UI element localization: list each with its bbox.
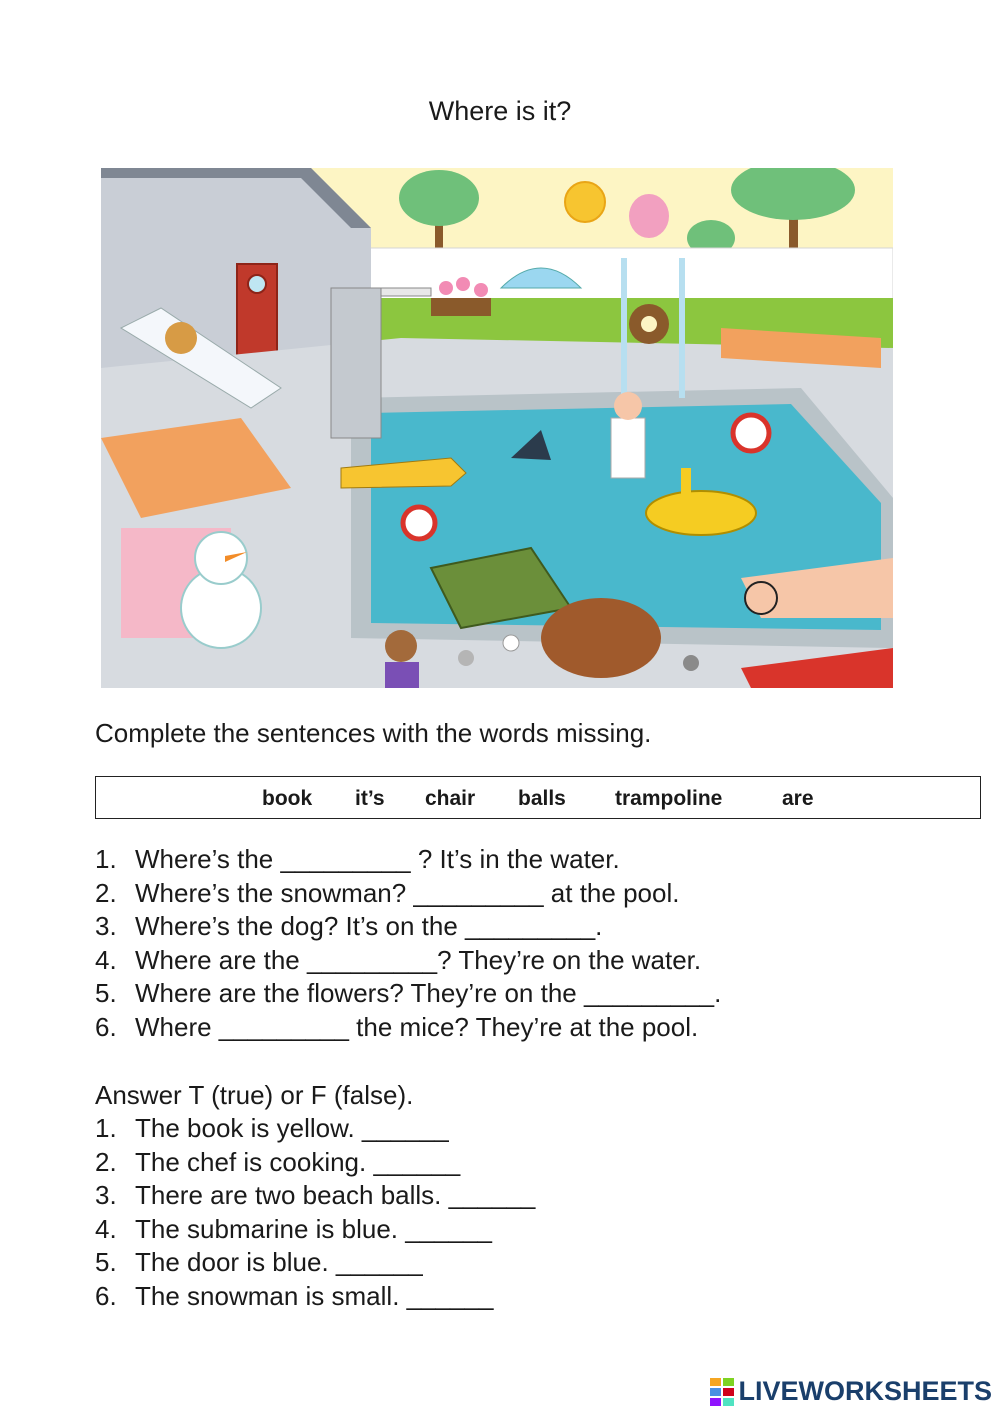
sentence-text[interactable]: Where _________ the mice? They’re at the pool. — [135, 1011, 699, 1042]
tf-text[interactable]: The chef is cooking. ______ — [135, 1146, 461, 1177]
tf-item: 6. The snowman is small. ______ — [95, 1280, 494, 1311]
tf-item: 3. There are two beach balls. ______ — [95, 1180, 536, 1211]
pool-scene-illustration — [101, 168, 893, 688]
tf-item: 5. The door is blue. ______ — [95, 1247, 423, 1278]
tf-text[interactable]: The submarine is blue. ______ — [135, 1213, 493, 1244]
word-bank-item: chair — [425, 787, 476, 810]
sentence-text[interactable]: Where’s the dog? It’s on the _________. — [135, 911, 603, 942]
sentence-item: 6. Where _________ the mice? They’re at the pool. — [95, 1011, 699, 1042]
sentence-item: 5. Where are the flowers? They’re on the _________. — [95, 978, 722, 1009]
sentence-text[interactable]: Where’s the snowman? _________ at the pool. — [135, 877, 680, 908]
tf-text[interactable]: The snowman is small. ______ — [135, 1280, 494, 1311]
tf-item: 2. The chef is cooking. ______ — [95, 1146, 461, 1177]
word-bank-item: it’s — [355, 787, 385, 810]
liveworksheets-logo-icon — [710, 1378, 734, 1406]
tf-text[interactable]: The book is yellow. ______ — [135, 1113, 449, 1143]
sentence-item: 4. Where are the _________? They’re on the water. — [95, 944, 702, 975]
tf-text[interactable]: There are two beach balls. ______ — [135, 1180, 536, 1211]
word-bank — [95, 776, 981, 819]
sentence-item: 2. Where’s the snowman? _________ at the pool. — [95, 877, 680, 908]
tf-item: 1. The book is yellow. ______ — [95, 1113, 449, 1143]
liveworksheets-logo — [710, 1376, 992, 1407]
tf-item: 4. The submarine is blue. ______ — [95, 1213, 493, 1244]
liveworksheets-logo-text: LIVEWORKSHEETS — [738, 1376, 992, 1406]
word-bank-item: are — [782, 787, 814, 810]
complete-instruction: Complete the sentences with the words missing. — [95, 718, 652, 748]
word-bank-item: book — [262, 787, 313, 810]
tf-text[interactable]: The door is blue. ______ — [135, 1247, 423, 1278]
true-false-instruction: Answer T (true) or F (false). — [95, 1080, 414, 1110]
word-bank-item: trampoline — [615, 787, 723, 810]
word-bank-item: balls — [518, 787, 566, 810]
worksheet-title: Where is it? — [428, 96, 572, 126]
true-false-list — [95, 1112, 535, 1314]
sentence-item: 3. Where’s the dog? It’s on the _________. — [95, 911, 603, 942]
sentence-text[interactable]: Where’s the _________ ? It’s in the water. — [135, 844, 620, 874]
sentence-text[interactable]: Where are the _________? They’re on the water. — [135, 944, 702, 975]
sentence-text[interactable]: Where are the flowers? They’re on the _________. — [135, 978, 722, 1009]
sentence-item: 1. Where’s the _________ ? It’s in the water. — [95, 844, 620, 874]
sentence-list — [95, 843, 721, 1045]
